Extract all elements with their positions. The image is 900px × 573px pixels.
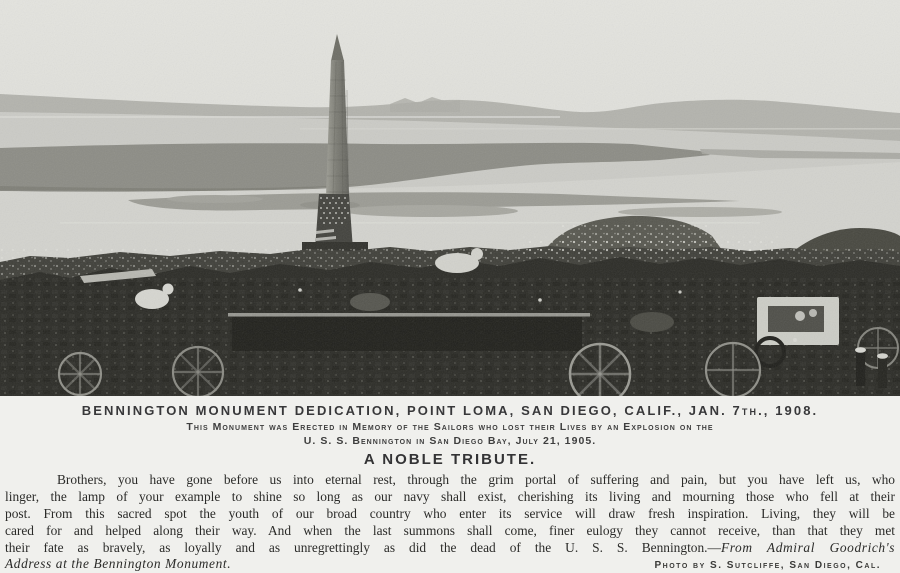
photo-credit: Photo by S. Sutcliffe, San Diego, Cal. (654, 560, 881, 571)
caption-block (0, 396, 900, 573)
paragraph-line: cared for and helped along their way. And when the last summons shall come, finer eulogy they cannot receive, than that they met (5, 523, 895, 538)
tribute-paragraph (0, 471, 900, 556)
attribution-italic-continued: Address at the Bennington Monument. (5, 556, 232, 571)
paragraph-line: Brothers, you have gone before us into eternal rest, through the grim portal of suffering and pain, but you have left us, who (57, 472, 895, 487)
caption-last-row (0, 556, 900, 572)
paragraph-line: linger, the lamp of your example to shine so long as our navy shall exist, cherishing its living and mourning those who fell at their (5, 489, 895, 504)
paragraph-line-with-attribution (5, 539, 895, 556)
memorial-subtitle-line1: This Monument was Erected in Memory of the Sailors who lost their Lives by an Explosion on the (186, 421, 714, 433)
paragraph-line: post. From this sacred spot the youth of our broad country who enter its service will draw fresh inspiration. Living, they will be (5, 506, 895, 521)
postcard-title: BENNINGTON MONUMENT DEDICATION, POINT LOMA, SAN DIEGO, CALIF., JAN. 7th., 1908. (81, 403, 819, 418)
tribute-heading: A NOBLE TRIBUTE. (363, 451, 537, 468)
memorial-subtitle-line2: U. S. S. Bennington in San Diego Bay, July 21, 1905. (303, 435, 597, 447)
attribution-italic: From Admiral Goodrich's (720, 540, 896, 555)
paragraph-line-end: their fate as bravely, as loyally and as unregrettingly as did the dead of the U. S. S. Bennington.— (5, 540, 721, 555)
